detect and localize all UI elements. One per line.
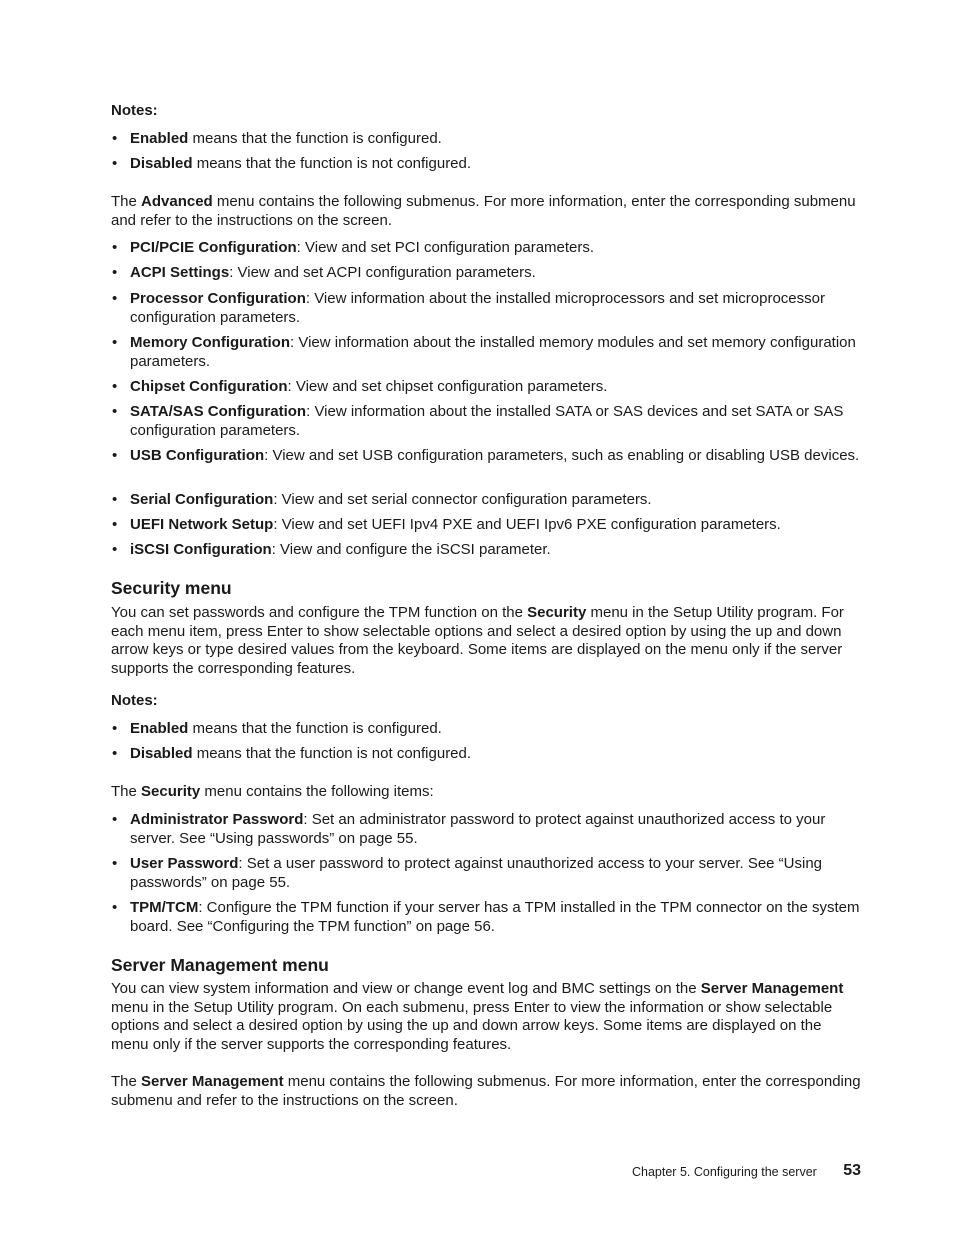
term: Chipset Configuration [130,378,288,395]
term: Advanced [141,193,213,210]
advanced-intro: The Advanced menu contains the following submenus. For more information, enter the corresponding submenu and refer to the instructions on the screen. [111,193,856,229]
term: TPM/TCM [130,899,199,916]
description: means that the function is not configured. [192,155,472,172]
page-number: 53 [843,1162,861,1179]
security-menu-heading: Security menu [111,578,232,598]
description: means that the function is configured. [188,130,442,147]
security-list-intro: The Security menu contains the following items: [111,783,434,800]
term: ACPI Settings [130,264,230,281]
notes-list [111,720,863,764]
list-item: • Serial Configuration: View and set serial connector configuration parameters. [111,491,863,510]
list-item: • PCI/PCIE Configuration: View and set PCI configuration parameters. [111,239,863,258]
list-item: • iSCSI Configuration: View and configure the iSCSI parameter. [111,541,863,560]
list-item: • Memory Configuration: View information about the installed memory modules and set memory configuration parameters. [111,334,863,371]
list-item [111,155,863,174]
page-footer [632,1163,862,1182]
list-item: • Disabled means that the function is not configured. [111,745,863,764]
term: iSCSI Configuration [130,541,272,558]
term: Disabled [130,745,193,762]
list-item: • Administrator Password: Set an administrator password to protect against unauthorized access to your server. See “Using passwords” on page 55. [111,811,863,848]
term: Enabled [130,130,189,147]
security-intro: You can set passwords and configure the TPM function on the Security menu in the Setup Utility program. For each menu item, press Enter to show selectable options and select a desired option by using the up and down arrow keys or type desired values from the keyboard. Some items are displayed on the menu only if the server supports the corresponding features. [111,604,844,677]
server-management-heading: Server Management menu [111,955,329,975]
list-item: • UEFI Network Setup: View and set UEFI Ipv4 PXE and UEFI Ipv6 PXE configuration parameters. [111,516,863,535]
term: Security [141,783,201,800]
list-item [111,130,863,149]
list-item: • Enabled means that the function is configured. [111,720,863,739]
term: SATA/SAS Configuration [130,403,307,420]
list-item: • Chipset Configuration: View and set chipset configuration parameters. [111,378,863,397]
server-management-intro: You can view system information and view or change event log and BMC settings on the Server Management menu in the Setup Utility program. On each submenu, press Enter to view the information or show selectable options and select a desired option by using the up and down arrow keys. Some items are displayed on the menu only if the server supports the corresponding features. [111,980,844,1053]
term: Processor Configuration [130,290,306,307]
chapter-title: Chapter 5. Configuring the server [632,1165,817,1179]
notes-label: Notes: [111,692,158,709]
term: Server Management [700,980,844,997]
term: PCI/PCIE Configuration [130,239,297,256]
list-item: • TPM/TCM: Configure the TPM function if your server has a TPM installed in the TPM connector on the system board. See “Configuring the TPM function” on page 56. [111,899,863,936]
term: Enabled [130,720,189,737]
list-item: • ACPI Settings: View and set ACPI configuration parameters. [111,264,863,283]
term: Administrator Password [130,811,304,828]
notes-list [111,130,863,174]
list-item: • SATA/SAS Configuration: View information about the installed SATA or SAS devices and set SATA or SAS configuration parameters. [111,403,863,440]
term: Server Management [141,1073,284,1090]
term: Disabled [130,155,193,172]
server-management-list-intro: The Server Management menu contains the following submenus. For more information, enter the corresponding submenu and refer to the instructions on the screen. [111,1073,861,1109]
term: User Password [130,855,239,872]
term: UEFI Network Setup [130,516,274,533]
term: Memory Configuration [130,334,290,351]
term: Security [527,604,587,621]
notes-label: Notes: [111,102,158,119]
list-item: • USB Configuration: View and set USB configuration parameters, such as enabling or disabling USB devices. [111,447,863,466]
list-item: • User Password: Set a user password to protect against unauthorized access to your server. See “Using passwords” on page 55. [111,855,863,892]
term: USB Configuration [130,447,265,464]
term: Serial Configuration [130,491,274,508]
list-item: • Processor Configuration: View information about the installed microprocessors and set microprocessor configuration parameters. [111,290,863,327]
